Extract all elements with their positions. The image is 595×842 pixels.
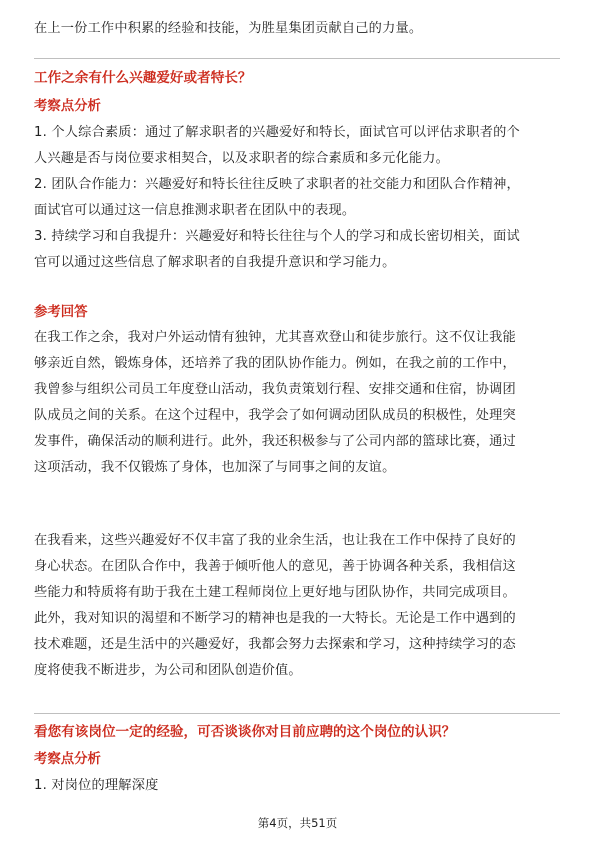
answer-line: 身心状态。在团队合作中，我善于倾听他人的意见，善于协调各种关系，我相信这	[34, 559, 516, 574]
analysis-line: 1. 对岗位的理解深度	[34, 778, 159, 793]
page-number: 第4页，共51页	[257, 816, 338, 830]
analysis-list	[34, 120, 560, 276]
answer-line: 我曾参与组织公司员工年度登山活动，我负责策划行程、安排交通和住宿，协调团	[34, 382, 516, 397]
intro-paragraph	[34, 16, 560, 42]
section-divider	[34, 713, 560, 714]
answer-line: 够亲近自然，锻炼身体，还培养了我的团队协作能力。例如，在我之前的工作中，	[34, 356, 516, 371]
analysis-heading: 考察点分析	[34, 752, 101, 767]
analysis-line: 人兴趣是否与岗位要求相契合，以及求职者的综合素质和多元化能力。	[34, 151, 450, 166]
analysis-line: 3. 持续学习和自我提升：兴趣爱好和特长往往与个人的学习和成长密切相关，面试	[34, 229, 520, 244]
question-heading: 看您有该岗位一定的经验，可否谈谈你对目前应聘的这个岗位的认识？	[34, 724, 456, 740]
answer-line: 在我工作之余，我对户外运动情有独钟，尤其喜欢登山和徒步旅行。这不仅让我能	[34, 330, 516, 345]
analysis-line: 官可以通过这些信息了解求职者的自我提升意识和学习能力。	[34, 255, 396, 270]
answer-line: 队成员之间的关系。在这个过程中，我学会了如何调动团队成员的积极性，处理突	[34, 408, 516, 423]
analysis-line: 1. 个人综合素质：通过了解求职者的兴趣爱好和特长，面试官可以评估求职者的个	[34, 125, 520, 140]
question-heading: 工作之余有什么兴趣爱好或者特长？	[34, 70, 252, 86]
answer-line: 度将使我不断进步，为公司和团队创造价值。	[34, 663, 302, 678]
paragraph-line: 在上一份工作中积累的经验和技能，为胜星集团贡献自己的力量。	[34, 21, 423, 36]
answer-line: 此外，我对知识的渴望和不断学习的精神也是我的一大特长。无论是工作中遇到的	[34, 611, 516, 626]
section-divider	[34, 58, 560, 59]
answer-line: 发事件，确保活动的顺利进行。此外，我还积极参与了公司内部的篮球比赛，通过	[34, 434, 516, 449]
answer-line: 这项活动，我不仅锻炼了身体，也加深了与同事之间的友谊。	[34, 460, 396, 475]
analysis-line: 面试官可以通过这一信息推测求职者在团队中的表现。	[34, 203, 356, 218]
answer-paragraph-1	[34, 325, 560, 481]
answer-line: 在我看来，这些兴趣爱好不仅丰富了我的业余生活，也让我在工作中保持了良好的	[34, 533, 516, 548]
answer-line: 些能力和特质将有助于我在土建工程师岗位上更好地与团队协作，共同完成项目。	[34, 585, 516, 600]
analysis-heading: 考察点分析	[34, 99, 101, 114]
answer-paragraph-2	[34, 528, 560, 684]
answer-heading: 参考回答	[34, 305, 88, 320]
analysis-list	[34, 773, 560, 799]
answer-line: 技术难题，还是生活中的兴趣爱好，我都会努力去探索和学习，这种持续学习的态	[34, 637, 516, 652]
analysis-line: 2. 团队合作能力：兴趣爱好和特长往往反映了求职者的社交能力和团队合作精神，	[34, 177, 520, 192]
